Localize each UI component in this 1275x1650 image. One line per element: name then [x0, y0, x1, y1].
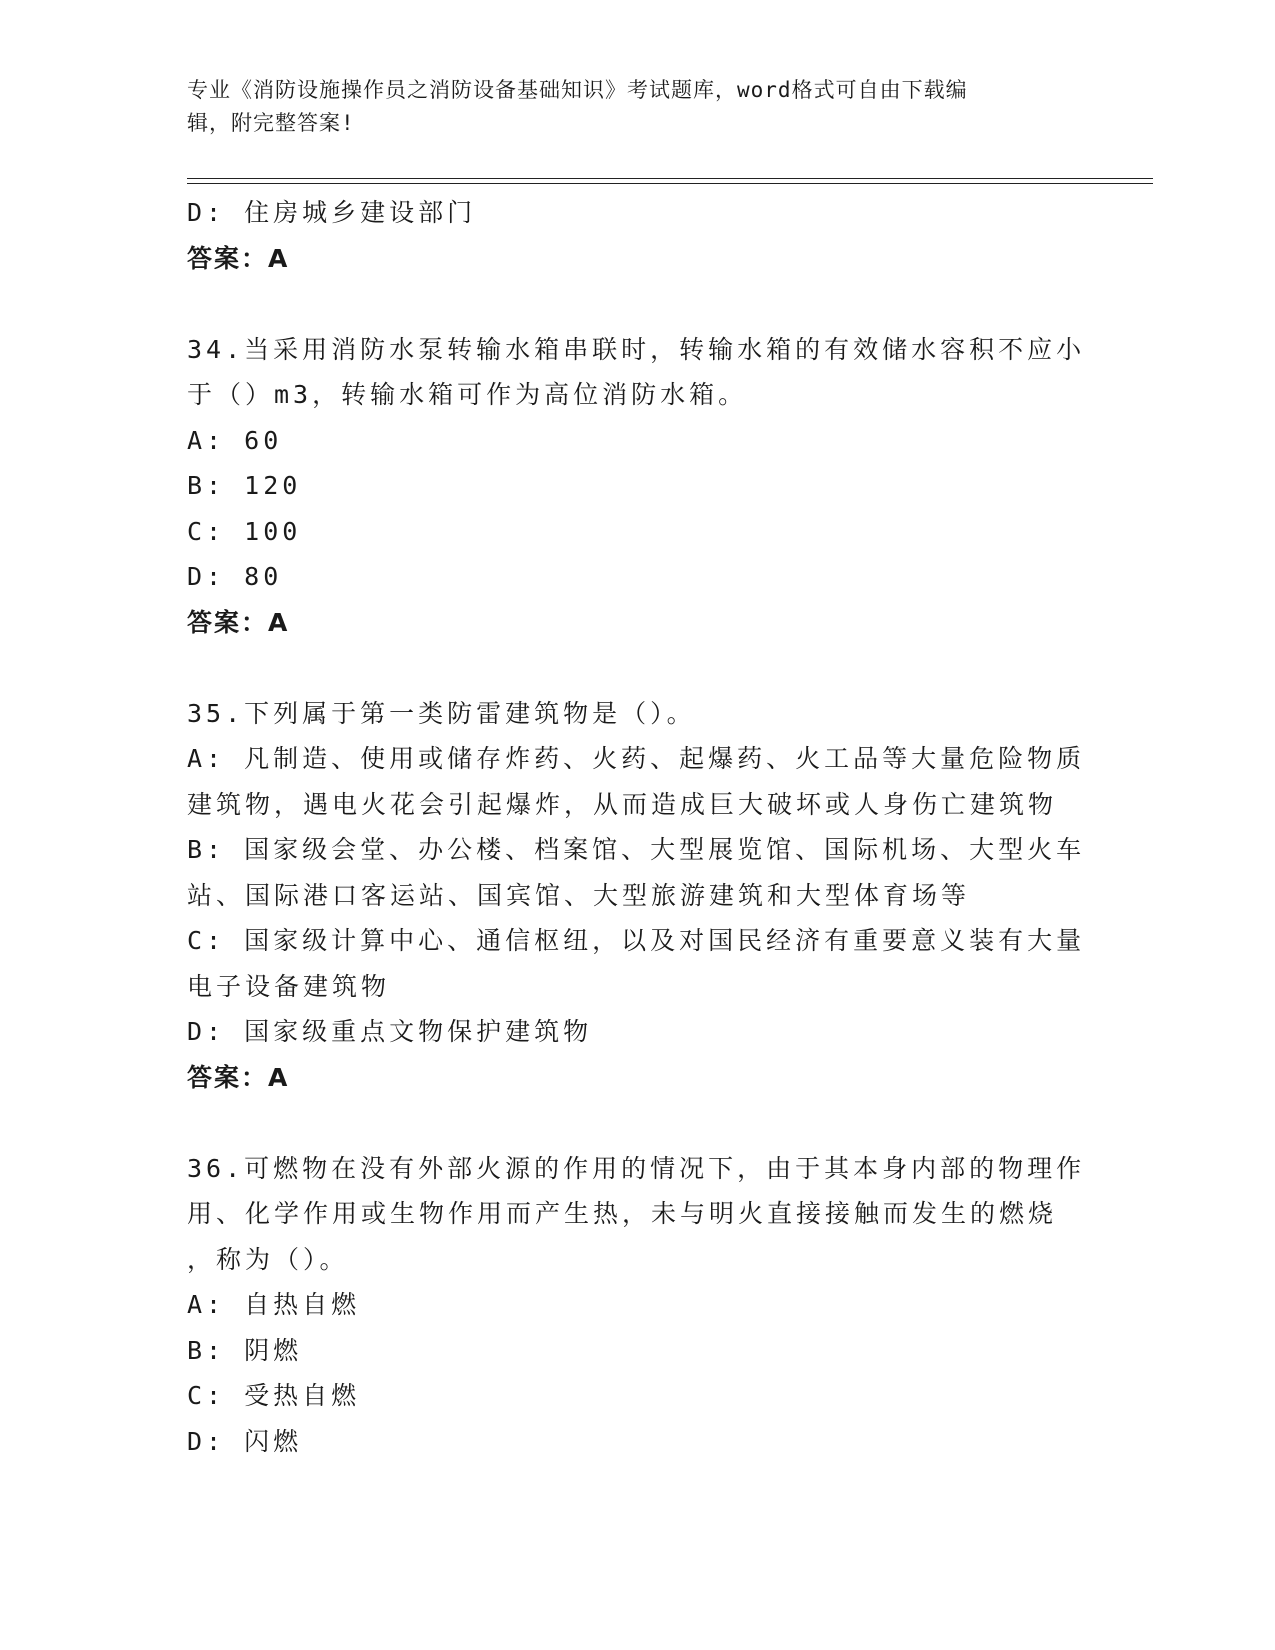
- question-34: [187, 327, 1087, 646]
- option-c-continued: 电子设备建筑物: [187, 971, 391, 1001]
- option-d: D: 国家级重点文物保护建筑物: [187, 1017, 593, 1046]
- option-b-continued: 站、国际港口客运站、国宾馆、大型旅游建筑和大型体育场等: [187, 880, 971, 910]
- header-divider: [187, 178, 1153, 179]
- spacer: [187, 281, 1087, 327]
- question-33-tail: [187, 190, 1087, 281]
- option-c: C: 受热自燃: [187, 1381, 361, 1410]
- option-a: A: 60: [187, 425, 283, 455]
- question-stem: ，称为（）。: [187, 1244, 349, 1274]
- question-list: [187, 190, 1087, 1464]
- answer-line: 答案：A: [187, 607, 290, 637]
- question-stem: 用、化学作用或生物作用而产生热，未与明火直接接触而发生的燃烧: [187, 1199, 1058, 1228]
- question-stem: 于（）m3，转输水箱可作为高位消防水箱。: [187, 380, 748, 409]
- option-d: D: 闪燃: [187, 1426, 303, 1456]
- question-36: [187, 1146, 1087, 1465]
- option-b: B: 国家级会堂、办公楼、档案馆、大型展览馆、国际机场、大型火车: [187, 835, 1086, 864]
- option-d: D: 住房城乡建设部门: [187, 198, 477, 227]
- answer-line: 答案：A: [187, 243, 290, 273]
- question-stem: 34.当采用消防水泵转输水箱串联时，转输水箱的有效储水容积不应小: [187, 334, 1086, 364]
- header-line: 辑，附完整答案!: [187, 111, 355, 135]
- option-d: D: 80: [187, 562, 283, 591]
- option-b: B: 阴燃: [187, 1335, 303, 1365]
- option-c: C: 国家级计算中心、通信枢纽，以及对国民经济有重要意义装有大量: [187, 926, 1086, 955]
- option-a: A: 凡制造、使用或储存炸药、火药、起爆药、火工品等大量危险物质: [187, 744, 1086, 773]
- question-35: [187, 691, 1087, 1101]
- question-stem: 36.可燃物在没有外部火源的作用的情况下，由于其本身内部的物理作: [187, 1153, 1086, 1183]
- question-stem: 35.下列属于第一类防雷建筑物是（）。: [187, 698, 696, 728]
- page-header: [187, 74, 1067, 140]
- option-b: B: 120: [187, 471, 302, 500]
- option-c: C: 100: [187, 516, 302, 546]
- header-divider: [187, 183, 1153, 184]
- option-a: A: 自热自燃: [187, 1290, 361, 1319]
- answer-line: 答案：A: [187, 1062, 290, 1092]
- spacer: [187, 1100, 1087, 1146]
- header-line: 专业《消防设施操作员之消防设备基础知识》考试题库，word格式可自由下载编: [187, 78, 968, 102]
- spacer: [187, 645, 1087, 691]
- option-a-continued: 建筑物，遇电火花会引起爆炸，从而造成巨大破坏或人身伤亡建筑物: [187, 789, 1058, 819]
